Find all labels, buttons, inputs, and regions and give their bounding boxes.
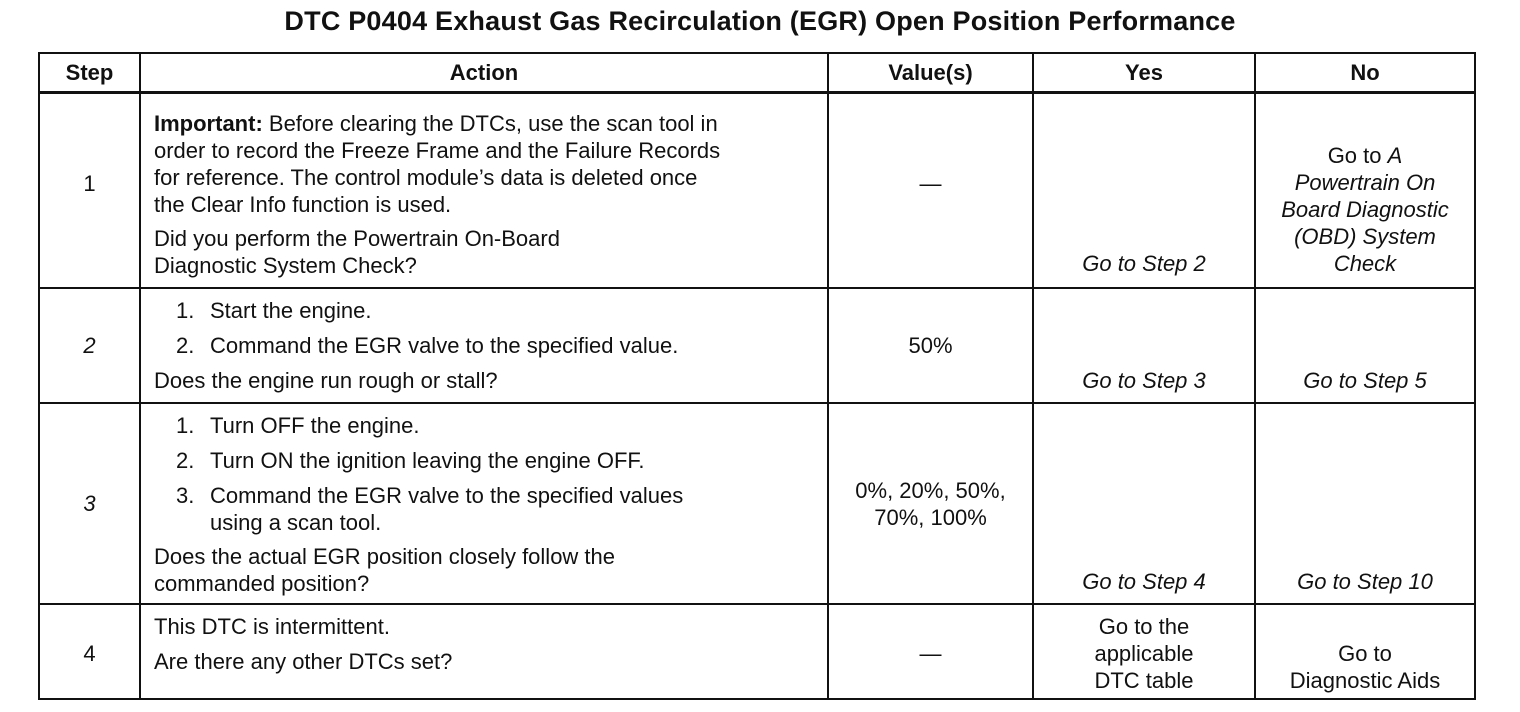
no-link[interactable]: Go to Step 10 — [1297, 568, 1433, 594]
no-text: Diagnostic Aids — [1289, 667, 1441, 693]
value-text: 50% — [908, 332, 953, 358]
value-text: — — [919, 171, 942, 196]
no-text: (OBD) System — [1294, 224, 1436, 249]
question-line: Are there any other DTCs set? — [154, 648, 453, 674]
action-line: Before clearing the DTCs, use the scan tool in — [268, 111, 718, 136]
action-line: the Clear Info function is used. — [154, 192, 452, 217]
no-text: Go to — [1338, 640, 1392, 666]
no-text: Powertrain On — [1294, 170, 1436, 195]
step-number: 1 — [83, 171, 96, 196]
question-line: Does the engine run rough or stall? — [154, 367, 498, 393]
header-row — [39, 53, 1475, 93]
action-step: Command the EGR valve to the specified value. — [210, 332, 679, 358]
action-step: Turn ON the ignition leaving the engine OFF. — [210, 447, 645, 473]
value-text: 70%, 100% — [874, 504, 987, 530]
important-label: Important: — [154, 111, 263, 136]
action-line: for reference. The control module’s data is deleted once — [154, 165, 698, 190]
yes-link[interactable] — [1034, 605, 1254, 698]
header-step: Step — [39, 53, 140, 93]
step-number: 2 — [83, 332, 96, 358]
header-yes: Yes — [1033, 53, 1255, 93]
header-values: Value(s) — [828, 53, 1033, 93]
action-text: 1. Start the engine. 2. Command the EGR valve to the specified value. Does the engine run rough or stall? — [154, 297, 819, 394]
no-text: A — [1387, 143, 1403, 168]
diagnostic-table — [38, 52, 1476, 700]
step-number: 4 — [83, 640, 96, 666]
table-row — [39, 403, 1475, 604]
action-step: Start the engine. — [210, 297, 372, 323]
no-text: Board Diagnostic — [1281, 197, 1449, 222]
yes-link[interactable]: Go to Step 2 — [1082, 251, 1206, 276]
page-title: DTC P0404 Exhaust Gas Recirculation (EGR) Open Position Performance — [284, 6, 1236, 36]
yes-link[interactable]: Go to Step 4 — [1082, 568, 1206, 594]
action-text: 1. Turn OFF the engine. 2. Turn ON the ignition leaving the engine OFF. 3. Command the EGR valve to the specified values using a scan tool. Does the actual EGR position closely follow the commanded position? — [154, 412, 819, 597]
table-row — [39, 288, 1475, 403]
no-link[interactable] — [1256, 605, 1474, 698]
action-step: using a scan tool. — [210, 509, 382, 535]
yes-text: DTC table — [1094, 667, 1194, 693]
action-step: Command the EGR valve to the specified values — [210, 482, 684, 508]
header-action: Action — [140, 53, 828, 93]
value-text: 0%, 20%, 50%, — [855, 477, 1006, 503]
header-no: No — [1255, 53, 1475, 93]
value-text: — — [919, 640, 942, 666]
yes-text: applicable — [1094, 640, 1194, 666]
question-line: Did you perform the Powertrain On-Board — [154, 226, 560, 251]
question-line: commanded position? — [154, 570, 370, 596]
question-line: Does the actual EGR position closely follow the — [154, 543, 616, 569]
step-number: 3 — [83, 490, 96, 516]
table-row — [39, 604, 1475, 699]
question-line: Diagnostic System Check? — [154, 253, 417, 278]
no-text: Check — [1333, 251, 1397, 276]
yes-link[interactable]: Go to Step 3 — [1082, 367, 1206, 393]
table-row — [39, 93, 1475, 288]
action-step: Turn OFF the engine. — [210, 412, 420, 438]
action-text — [154, 110, 819, 279]
no-text: Go to — [1327, 143, 1382, 168]
action-line: order to record the Freeze Frame and the Failure Records — [154, 138, 721, 163]
no-link[interactable]: Go to Step 5 — [1303, 367, 1427, 393]
action-text — [154, 613, 819, 675]
yes-text: Go to the — [1098, 613, 1190, 639]
no-link[interactable] — [1256, 94, 1474, 287]
action-line: This DTC is intermittent. — [154, 613, 390, 639]
